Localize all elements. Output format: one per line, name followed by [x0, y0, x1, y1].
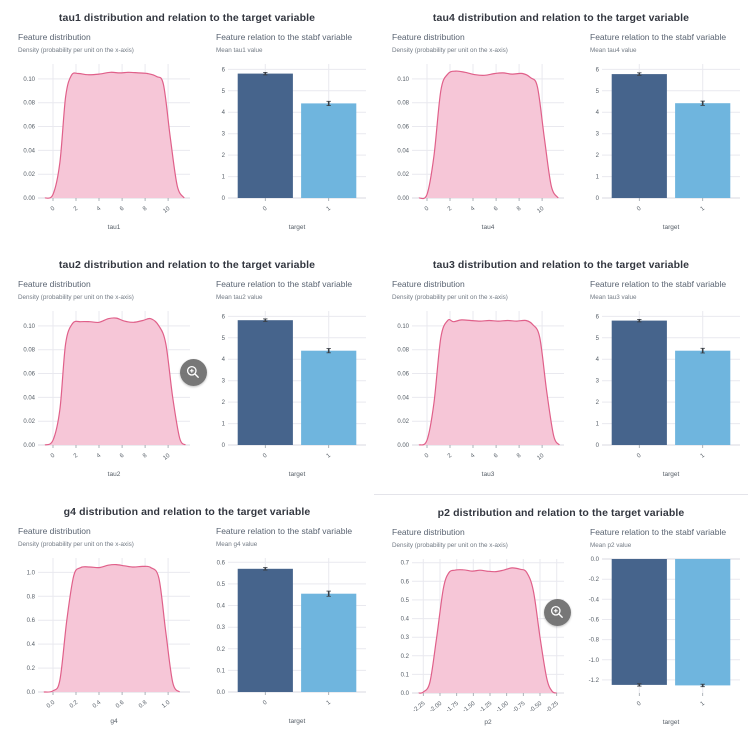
density-area: [44, 565, 180, 693]
y-tick-label: 0.08: [23, 100, 35, 107]
panel-title: tau2 distribution and relation to the target variable: [58, 259, 316, 271]
y-tick-label: 0.2: [216, 646, 225, 653]
distribution-caption: Density (probability per unit on the x-axis): [18, 541, 134, 548]
feature-panel: [0, 494, 374, 740]
y-tick-label: 0.0: [26, 690, 35, 696]
x-axis-label: target: [662, 719, 680, 726]
distribution-heading: Feature distribution: [392, 279, 465, 289]
density-chart-svg: [382, 551, 568, 729]
bar-chart-svg: [580, 303, 748, 481]
y-tick-label: 5: [595, 88, 599, 95]
x-tick-label: 0: [636, 452, 643, 460]
relation-heading: Feature relation to the stabf variable: [590, 279, 727, 289]
distribution-heading: Feature distribution: [392, 32, 465, 42]
y-tick-label: 4: [595, 357, 599, 364]
y-tick-label: 2: [221, 153, 225, 160]
x-tick-label: 4: [95, 452, 103, 460]
relation-subplot: [570, 527, 748, 729]
x-tick-label: 4: [95, 205, 103, 213]
y-tick-label: 4: [221, 110, 225, 117]
x-tick-label: 10: [536, 452, 546, 462]
x-tick-label: -1.00: [495, 700, 510, 715]
relation-caption: Mean tau4 value: [590, 47, 637, 54]
y-tick-label: 5: [221, 335, 225, 342]
y-tick-label: -0.4: [588, 597, 599, 604]
y-tick-label: 0.10: [23, 76, 35, 83]
x-tick-label: 0: [423, 452, 431, 460]
x-tick-label: 0.4: [91, 699, 103, 710]
y-tick-label: 6: [221, 314, 225, 321]
zoom-in-icon: [185, 364, 201, 380]
distribution-subplot: [382, 32, 570, 234]
x-tick-label: 6: [119, 452, 126, 460]
relation-heading: Feature relation to the stabf variable: [216, 32, 353, 42]
relation-subplot: [570, 32, 748, 234]
y-tick-label: 0.10: [397, 76, 409, 83]
distribution-subplot: [8, 526, 196, 728]
x-tick-label: 8: [142, 452, 149, 460]
y-tick-label: 0.04: [23, 148, 35, 155]
relation-heading: Feature relation to the stabf variable: [590, 32, 727, 42]
y-tick-label: 0.7: [400, 560, 409, 567]
y-tick-label: 0.3: [216, 625, 225, 632]
y-tick-label: -0.2: [588, 577, 599, 584]
x-tick-label: -1.25: [478, 700, 494, 715]
y-tick-label: 0.02: [23, 419, 35, 426]
y-tick-label: 0.08: [397, 100, 409, 107]
x-tick-label: -0.25: [545, 700, 560, 715]
mean-bar-1: [675, 559, 730, 685]
bar-chart: [206, 303, 374, 481]
y-tick-label: 6: [595, 314, 599, 321]
density-chart-svg: [8, 56, 194, 234]
x-axis-label: target: [662, 471, 680, 478]
distribution-caption: Density (probability per unit on the x-axis): [392, 294, 508, 301]
x-tick-label: 0: [262, 452, 269, 460]
y-tick-label: 0.06: [23, 124, 35, 131]
x-tick-label: 0.2: [68, 699, 80, 710]
x-tick-label: -0.50: [528, 700, 544, 715]
x-tick-label: 2: [446, 452, 454, 460]
y-tick-label: 0.02: [23, 172, 35, 179]
y-tick-label: 0.2: [26, 666, 35, 673]
x-tick-label: 10: [162, 452, 172, 462]
distribution-heading: Feature distribution: [392, 527, 465, 537]
x-tick-label: 8: [516, 205, 523, 213]
feature-panel: [374, 0, 748, 247]
x-tick-label: -2.00: [428, 700, 444, 715]
x-tick-label: 10: [162, 205, 172, 215]
x-tick-label: 4: [469, 452, 477, 460]
density-chart: [8, 56, 196, 234]
y-tick-label: 0.08: [397, 347, 409, 354]
y-tick-label: 0.06: [397, 371, 409, 378]
bar-chart-svg: [206, 303, 374, 481]
bar-chart: [580, 303, 748, 481]
y-tick-label: 0.1: [216, 668, 225, 675]
density-chart: [382, 303, 570, 481]
relation-heading: Feature relation to the stabf variable: [216, 279, 353, 289]
relation-caption: Mean g4 value: [216, 541, 258, 548]
y-tick-label: 0.4: [26, 642, 35, 649]
x-axis-label: p2: [484, 719, 492, 726]
y-tick-label: 3: [221, 131, 225, 138]
x-tick-label: -1.50: [462, 700, 477, 715]
density-chart-svg: [382, 303, 568, 481]
y-tick-label: 0: [595, 443, 599, 449]
x-axis-label: target: [288, 471, 306, 478]
distribution-caption: Density (probability per unit on the x-axis): [18, 294, 134, 301]
subplot-row: [382, 527, 740, 729]
bar-chart-svg: [206, 550, 374, 728]
mean-bar-1: [301, 351, 356, 445]
mean-bar-0: [612, 74, 667, 198]
x-tick-label: 0.8: [138, 699, 149, 710]
relation-subplot: [570, 279, 748, 481]
y-tick-label: 4: [595, 110, 599, 117]
y-tick-label: 0.00: [23, 443, 35, 449]
y-tick-label: -1.0: [588, 657, 599, 664]
y-tick-label: 1: [595, 421, 599, 428]
y-tick-label: 1: [221, 174, 225, 181]
y-tick-label: 1: [221, 421, 225, 428]
mean-bar-1: [301, 103, 356, 198]
distribution-caption: Density (probability per unit on the x-axis): [392, 542, 508, 549]
y-tick-label: 0.04: [397, 395, 409, 402]
mean-bar-1: [675, 351, 730, 445]
y-tick-label: 6: [595, 67, 599, 74]
y-tick-label: 0.02: [397, 419, 409, 426]
y-tick-label: 3: [221, 378, 225, 385]
x-tick-label: 2: [72, 205, 80, 213]
relation-subplot: [196, 526, 374, 728]
panel-title: g4 distribution and relation to the target variable: [63, 506, 311, 518]
y-tick-label: 3: [595, 378, 599, 385]
x-tick-label: -1.75: [445, 700, 460, 715]
x-axis-label: target: [288, 718, 306, 725]
mean-bar-0: [238, 320, 293, 445]
density-chart-svg: [382, 56, 568, 234]
x-tick-label: 0: [636, 700, 643, 708]
y-tick-label: 0.6: [216, 560, 225, 567]
distribution-caption: Density (probability per unit on the x-axis): [18, 47, 134, 54]
feature-panel: [374, 247, 748, 494]
y-tick-label: 5: [221, 88, 225, 95]
feature-panel: [0, 0, 374, 247]
y-tick-label: 2: [221, 400, 225, 407]
x-axis-label: tau1: [107, 224, 121, 231]
y-tick-label: -1.2: [588, 677, 599, 684]
y-tick-label: 0: [221, 196, 225, 202]
x-tick-label: 8: [142, 205, 149, 213]
x-axis-label: tau4: [481, 224, 495, 231]
y-tick-label: 0.6: [26, 618, 35, 625]
relation-caption: Mean tau2 value: [216, 294, 263, 301]
x-axis-label: tau2: [107, 471, 121, 478]
x-tick-label: 0: [262, 699, 269, 707]
x-tick-label: 6: [119, 205, 126, 213]
y-tick-label: 0.8: [26, 594, 35, 601]
x-tick-label: 0: [636, 205, 643, 213]
x-tick-label: 0: [49, 452, 57, 460]
distribution-subplot: [382, 279, 570, 481]
y-tick-label: 0.06: [397, 124, 409, 131]
y-tick-label: 1.0: [26, 570, 35, 577]
density-area: [419, 568, 557, 693]
y-tick-label: 0.4: [216, 603, 225, 610]
x-tick-label: 8: [516, 452, 523, 460]
mean-bar-0: [612, 559, 667, 685]
relation-caption: Mean tau3 value: [590, 294, 637, 301]
mean-bar-0: [238, 74, 293, 198]
y-tick-label: -0.6: [588, 617, 599, 624]
subplot-row: [8, 32, 366, 234]
y-tick-label: 0.0: [216, 690, 225, 696]
distribution-subplot: [8, 32, 196, 234]
x-axis-label: target: [288, 224, 306, 231]
density-chart: [8, 303, 196, 481]
y-tick-label: 5: [595, 335, 599, 342]
x-tick-label: -2.25: [412, 700, 427, 715]
y-tick-label: 0.3: [400, 635, 409, 642]
x-tick-label: 2: [72, 452, 80, 460]
y-tick-label: 0.5: [400, 597, 409, 604]
y-tick-label: 0: [595, 196, 599, 202]
panel-title: p2 distribution and relation to the target variable: [437, 507, 685, 519]
distribution-subplot: [8, 279, 196, 481]
y-tick-label: 0.02: [397, 172, 409, 179]
x-tick-label: 4: [469, 205, 477, 213]
y-tick-label: 0.0: [400, 691, 409, 697]
density-area: [45, 72, 184, 198]
distribution-heading: Feature distribution: [18, 526, 91, 536]
panel-title: tau4 distribution and relation to the target variable: [432, 12, 690, 24]
subplot-row: [382, 279, 740, 481]
zoom-in-icon: [549, 604, 565, 620]
x-tick-label: 0.6: [115, 699, 126, 710]
x-axis-label: target: [662, 224, 680, 231]
y-tick-label: 0.4: [400, 616, 409, 623]
relation-subplot: [196, 279, 374, 481]
mean-bar-1: [675, 103, 730, 198]
x-tick-label: 0.0: [45, 699, 57, 710]
y-tick-label: 0.6: [400, 579, 409, 586]
distribution-subplot: [382, 527, 570, 729]
y-tick-label: 0: [221, 443, 225, 449]
x-axis-label: g4: [110, 718, 118, 725]
mean-bar-0: [238, 569, 293, 692]
zoom-in-button[interactable]: [544, 599, 571, 626]
relation-caption: Mean p2 value: [590, 542, 632, 549]
y-tick-label: 0.04: [23, 395, 35, 402]
subplot-row: [8, 526, 366, 728]
x-tick-label: 6: [493, 205, 500, 213]
y-tick-label: 0.0: [590, 557, 599, 563]
x-tick-label: 1: [699, 700, 706, 708]
subplot-row: [382, 32, 740, 234]
x-tick-label: 0: [262, 205, 269, 213]
bar-chart-svg: [206, 56, 374, 234]
y-tick-label: 0.08: [23, 347, 35, 354]
panel-title: tau3 distribution and relation to the target variable: [432, 259, 690, 271]
y-tick-label: 2: [595, 400, 599, 407]
mean-bar-0: [612, 321, 667, 445]
x-tick-label: 1: [325, 699, 332, 707]
x-tick-label: 0: [423, 205, 431, 213]
relation-caption: Mean tau1 value: [216, 47, 263, 54]
y-tick-label: 0.5: [216, 581, 225, 588]
bar-chart-svg: [580, 551, 748, 729]
x-axis-label: tau3: [481, 471, 495, 478]
panel-title: tau1 distribution and relation to the target variable: [58, 12, 316, 24]
x-tick-label: 0: [49, 205, 57, 213]
density-chart-svg: [8, 303, 194, 481]
relation-heading: Feature relation to the stabf variable: [590, 527, 727, 537]
distribution-heading: Feature distribution: [18, 279, 91, 289]
x-tick-label: 2: [446, 205, 454, 213]
relation-subplot: [196, 32, 374, 234]
density-chart: [382, 56, 570, 234]
y-tick-label: 0.06: [23, 371, 35, 378]
y-tick-label: 0.00: [397, 196, 409, 202]
x-tick-label: 1: [325, 205, 332, 213]
y-tick-label: 3: [595, 131, 599, 138]
y-tick-label: 0.10: [397, 323, 409, 330]
y-tick-label: 0.10: [23, 323, 35, 330]
x-tick-label: -0.75: [512, 700, 527, 715]
bar-chart-svg: [580, 56, 748, 234]
y-tick-label: 4: [221, 357, 225, 364]
bar-chart: [580, 551, 748, 729]
x-tick-label: 10: [536, 205, 546, 215]
density-chart: [382, 551, 570, 729]
bar-chart: [206, 56, 374, 234]
y-tick-label: 1: [595, 174, 599, 181]
y-tick-label: 0.00: [23, 196, 35, 202]
x-tick-label: 1.0: [161, 699, 172, 710]
x-tick-label: 1: [325, 452, 332, 460]
mean-bar-1: [301, 594, 356, 692]
density-chart: [8, 550, 196, 728]
bar-chart: [580, 56, 748, 234]
x-tick-label: 6: [493, 452, 500, 460]
x-tick-label: 1: [699, 205, 706, 213]
density-chart-svg: [8, 550, 194, 728]
y-tick-label: -0.8: [588, 637, 599, 644]
x-tick-label: 1: [699, 452, 706, 460]
y-tick-label: 0.04: [397, 148, 409, 155]
distribution-caption: Density (probability per unit on the x-axis): [392, 47, 508, 54]
distribution-heading: Feature distribution: [18, 32, 91, 42]
y-tick-label: 0.2: [400, 653, 409, 660]
y-tick-label: 6: [221, 67, 225, 74]
relation-heading: Feature relation to the stabf variable: [216, 526, 353, 536]
zoom-in-button[interactable]: [180, 359, 207, 386]
bar-chart: [206, 550, 374, 728]
y-tick-label: 2: [595, 153, 599, 160]
y-tick-label: 0.1: [400, 672, 409, 679]
y-tick-label: 0.00: [397, 443, 409, 449]
density-area: [419, 71, 558, 199]
density-area: [419, 320, 560, 445]
